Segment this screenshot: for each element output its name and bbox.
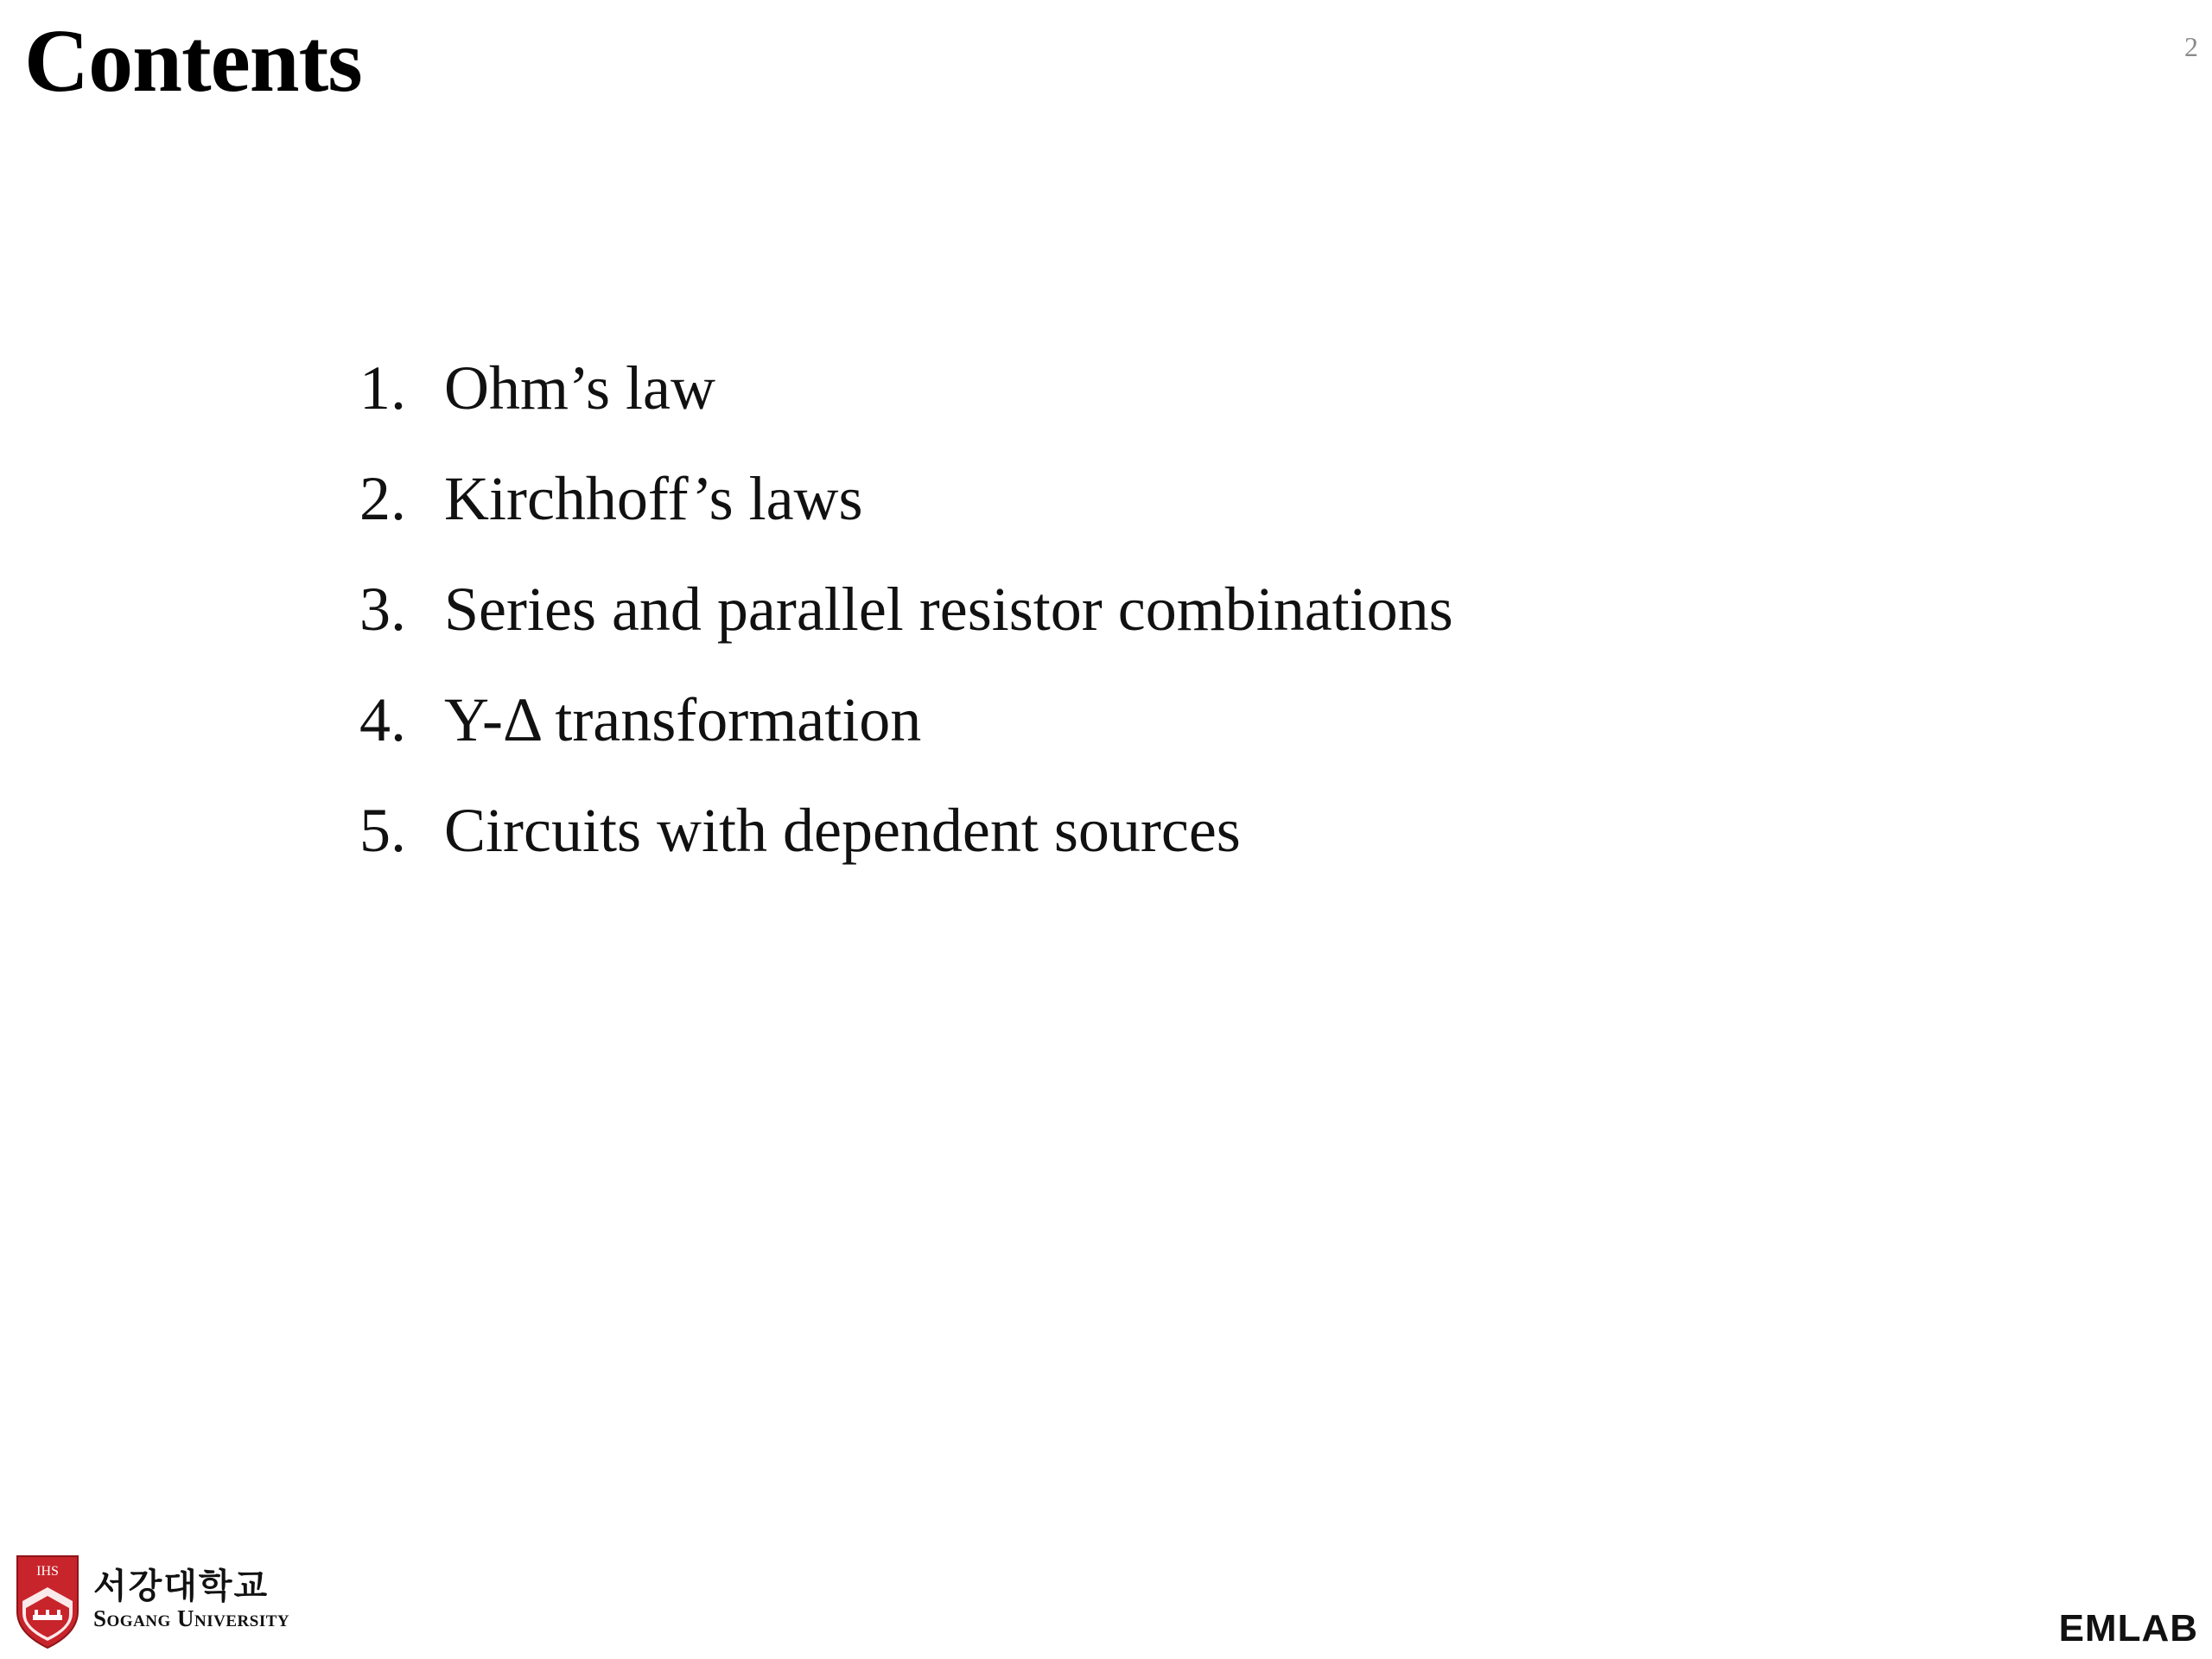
item-label: Series and parallel resistor combinations xyxy=(444,575,1453,644)
item-label: Circuits with dependent sources xyxy=(444,796,1241,865)
item-number: 3. xyxy=(359,575,406,644)
contents-item xyxy=(359,554,1453,664)
item-number: 2. xyxy=(359,464,406,533)
logo-text xyxy=(93,1568,289,1632)
item-label: Ohm’s law xyxy=(444,353,715,423)
item-number: 5. xyxy=(359,796,406,865)
contents-item xyxy=(359,775,1453,886)
university-name-korean: 서강대학교 xyxy=(93,1567,270,1607)
university-logo xyxy=(14,1551,289,1650)
university-crest-icon xyxy=(14,1551,81,1650)
university-name-english: Sogang University xyxy=(93,1605,290,1632)
lab-name: EMLAB xyxy=(2058,1607,2198,1649)
item-number: 4. xyxy=(359,685,406,754)
contents-item xyxy=(359,664,1453,775)
crest-text: IHS xyxy=(36,1564,59,1579)
slide-title: Contents xyxy=(24,11,362,111)
contents-list xyxy=(359,333,1453,886)
contents-item xyxy=(359,333,1453,443)
item-label: Y-Δ transformation xyxy=(444,685,922,754)
item-label: Kirchhoff’s laws xyxy=(444,464,863,533)
item-number: 1. xyxy=(359,353,406,423)
page-number: 2 xyxy=(2184,31,2198,62)
contents-item xyxy=(359,443,1453,554)
